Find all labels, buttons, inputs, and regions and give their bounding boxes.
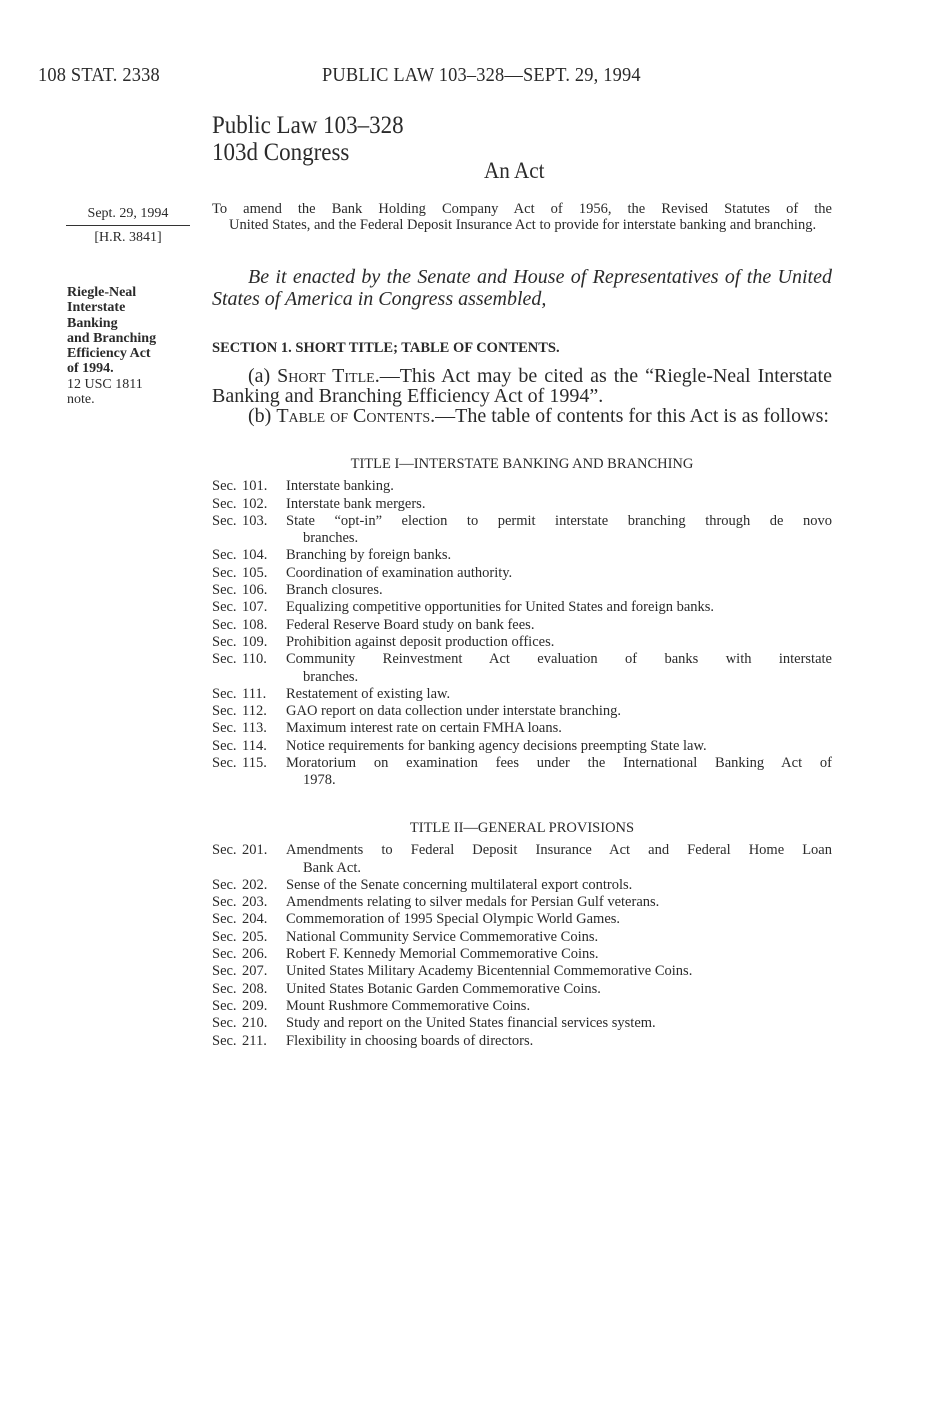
- toc-sec-label: Sec.: [212, 1032, 237, 1049]
- toc-entry: [212, 496, 832, 513]
- toc-sec-number: 108.: [242, 616, 268, 633]
- toc-entry: [212, 478, 832, 495]
- toc-entry: [212, 582, 832, 599]
- stat-page-number: 108 STAT. 2338: [38, 64, 160, 86]
- toc-sec-label: Sec.: [212, 564, 237, 581]
- toc-sec-number: 101.: [242, 478, 268, 495]
- toc-sec-title: Amendments to Federal Deposit Insurance Act and Federal Home Loan Bank Act.: [286, 842, 832, 876]
- toc-sec-label: Sec.: [212, 582, 237, 599]
- toc-entry: [212, 894, 832, 911]
- running-title: PUBLIC LAW 103–328—SEPT. 29, 1994: [322, 64, 641, 86]
- toc-entry: [212, 634, 832, 651]
- toc-sec-number: 110.: [242, 651, 267, 668]
- toc-sec-number: 206.: [242, 946, 268, 963]
- toc-sec-title: Sense of the Senate concerning multilateral export controls.: [286, 876, 633, 893]
- toc-sec-number: 203.: [242, 894, 268, 911]
- toc-sec-number: 209.: [242, 997, 268, 1014]
- toc-sec-label: Sec.: [212, 633, 237, 650]
- toc-entry: [212, 911, 832, 928]
- toc-sec-title: Amendments relating to silver medals for Persian Gulf veterans.: [286, 894, 660, 911]
- toc-entry: [212, 651, 832, 686]
- enacting-clause: Be it enacted by the Senate and House of Representatives of the United States of America in Congress assembled,: [212, 266, 832, 310]
- toc-entry: [212, 703, 832, 720]
- toc-sec-title: Branching by foreign banks.: [286, 547, 452, 564]
- toc-sec-title: United States Botanic Garden Commemorative Coins.: [286, 980, 601, 997]
- toc-sec-label: Sec.: [212, 737, 237, 754]
- toc-sec-label: Sec.: [212, 495, 237, 512]
- toc-sec-title: United States Military Academy Bicentennial Commemorative Coins.: [286, 963, 693, 980]
- toc-sec-number: 208.: [242, 980, 268, 997]
- toc-entry: [212, 513, 832, 548]
- toc-sec-number: 111.: [242, 685, 267, 702]
- toc-title-2: [212, 820, 832, 1050]
- toc-entry: [212, 1015, 832, 1032]
- toc-sec-label: Sec.: [212, 842, 237, 859]
- toc-sec-label: Sec.: [212, 616, 237, 633]
- toc-sec-number: 107.: [242, 599, 268, 616]
- toc-sec-label: Sec.: [212, 980, 237, 997]
- congress-number: 103d Congress: [212, 139, 350, 166]
- toc-sec-label: Sec.: [212, 703, 237, 720]
- toc-sec-label: Sec.: [212, 685, 237, 702]
- toc-list: [212, 842, 832, 1050]
- toc-sec-title: Coordination of examination authority.: [286, 564, 513, 581]
- toc-title-heading: TITLE II—GENERAL PROVISIONS: [409, 820, 635, 836]
- toc-sec-number: 109.: [242, 633, 268, 650]
- toc-sec-title: Commemoration of 1995 Special Olympic World Games.: [286, 911, 621, 928]
- toc-entry: [212, 929, 832, 946]
- toc-entry: [212, 565, 832, 582]
- toc-entry: [212, 877, 832, 894]
- toc-sec-label: Sec.: [212, 911, 237, 928]
- toc-sec-label: Sec.: [212, 755, 237, 772]
- toc-sec-label: Sec.: [212, 963, 237, 980]
- toc-list: [212, 478, 832, 789]
- toc-sec-number: 210.: [242, 1015, 268, 1032]
- usc-citation-note: 12 USC 1811 note.: [67, 376, 143, 408]
- short-title-paragraph: (a) Short Title.—This Act may be cited as the “Riegle-Neal Interstate Banking and Branching Efficiency Act of 1994”.: [212, 365, 832, 407]
- toc-sec-title: Prohibition against deposit production offices.: [286, 633, 555, 650]
- bill-number: [H.R. 3841]: [94, 230, 162, 245]
- toc-title-1: [212, 456, 832, 790]
- toc-sec-title: Federal Reserve Board study on bank fees.: [286, 616, 535, 633]
- toc-sec-title: Interstate banking.: [286, 478, 394, 495]
- toc-entry: [212, 738, 832, 755]
- toc-sec-number: 102.: [242, 495, 268, 512]
- toc-sec-number: 207.: [242, 963, 268, 980]
- toc-sec-label: Sec.: [212, 946, 237, 963]
- toc-entry: [212, 755, 832, 790]
- short-title-note: Riegle-Neal Interstate Banking and Branching Efficiency Act of 1994.: [67, 285, 157, 377]
- toc-sec-label: Sec.: [212, 651, 237, 668]
- toc-sec-title: Flexibility in choosing boards of directors.: [286, 1032, 534, 1049]
- toc-sec-number: 103.: [242, 512, 268, 529]
- toc-sec-label: Sec.: [212, 512, 237, 529]
- toc-entry: [212, 946, 832, 963]
- toc-sec-title: GAO report on data collection under interstate branching.: [286, 703, 621, 720]
- toc-entry: [212, 547, 832, 564]
- toc-sec-number: 113.: [242, 720, 267, 737]
- toc-sec-label: Sec.: [212, 997, 237, 1014]
- toc-entry: [212, 981, 832, 998]
- public-law-number: Public Law 103–328: [212, 112, 404, 139]
- toc-sec-title: Robert F. Kennedy Memorial Commemorative Coins.: [286, 946, 599, 963]
- toc-sec-number: 104.: [242, 547, 268, 564]
- toc-entry: [212, 1033, 832, 1050]
- title-block: [212, 112, 404, 166]
- toc-sec-label: Sec.: [212, 720, 237, 737]
- toc-sec-label: Sec.: [212, 928, 237, 945]
- toc-sec-title: Equalizing competitive opportunities for United States and foreign banks.: [286, 599, 715, 616]
- toc-sec-number: 211.: [242, 1032, 267, 1049]
- section-heading: SECTION 1. SHORT TITLE; TABLE OF CONTENTS.: [212, 340, 560, 356]
- margin-date-block: [66, 205, 190, 247]
- toc-sec-label: Sec.: [212, 547, 237, 564]
- toc-sec-number: 115.: [242, 755, 267, 772]
- toc-sec-label: Sec.: [212, 599, 237, 616]
- toc-entry: [212, 842, 832, 877]
- an-act-heading: An Act: [484, 158, 545, 183]
- toc-entry: [212, 963, 832, 980]
- toc-entry: [212, 686, 832, 703]
- toc-sec-number: 204.: [242, 911, 268, 928]
- purpose-statement: To amend the Bank Holding Company Act of 1956, the Revised Statutes of the United States, and the Federal Deposit Insurance Act to provide for interstate banking and branching.: [212, 201, 832, 233]
- toc-sec-title: Mount Rushmore Commemorative Coins.: [286, 997, 531, 1014]
- toc-entry: [212, 998, 832, 1015]
- toc-sec-number: 205.: [242, 928, 268, 945]
- toc-title-heading: TITLE I—INTERSTATE BANKING AND BRANCHING: [350, 456, 694, 472]
- toc-sec-title: Interstate bank mergers.: [286, 495, 426, 512]
- enactment-date: Sept. 29, 1994: [87, 206, 169, 221]
- toc-sec-number: 106.: [242, 582, 268, 599]
- toc-sec-title: Maximum interest rate on certain FMHA loans.: [286, 720, 562, 737]
- toc-sec-number: 112.: [242, 703, 267, 720]
- toc-sec-label: Sec.: [212, 478, 237, 495]
- toc-sec-title: Moratorium on examination fees under the International Banking Act of 1978.: [286, 755, 832, 789]
- toc-sec-title: State “opt-in” election to permit interstate branching through de novo branches.: [286, 512, 832, 547]
- toc-entry: [212, 617, 832, 634]
- toc-sec-number: 202.: [242, 876, 268, 893]
- toc-sec-title: Study and report on the United States financial services system.: [286, 1015, 656, 1032]
- section-body: [212, 366, 832, 426]
- toc-sec-title: Community Reinvestment Act evaluation of banks with interstate branches.: [286, 651, 832, 685]
- toc-entry: [212, 720, 832, 737]
- toc-sec-number: 114.: [242, 737, 267, 754]
- margin-divider: [66, 225, 190, 226]
- toc-sec-title: Branch closures.: [286, 582, 383, 599]
- toc-sec-title: National Community Service Commemorative Coins.: [286, 928, 599, 945]
- toc-sec-title: Notice requirements for banking agency decisions preempting State law.: [286, 737, 707, 754]
- toc-sec-title: Restatement of existing law.: [286, 685, 451, 702]
- toc-entry: [212, 599, 832, 616]
- toc-sec-label: Sec.: [212, 876, 237, 893]
- toc-paragraph: (b) Table of Contents.—The table of contents for this Act is as follows:: [248, 405, 829, 427]
- toc-sec-label: Sec.: [212, 894, 237, 911]
- margin-note: [67, 285, 187, 407]
- toc-sec-number: 201.: [242, 842, 268, 859]
- toc-sec-label: Sec.: [212, 1015, 237, 1032]
- toc-sec-number: 105.: [242, 564, 268, 581]
